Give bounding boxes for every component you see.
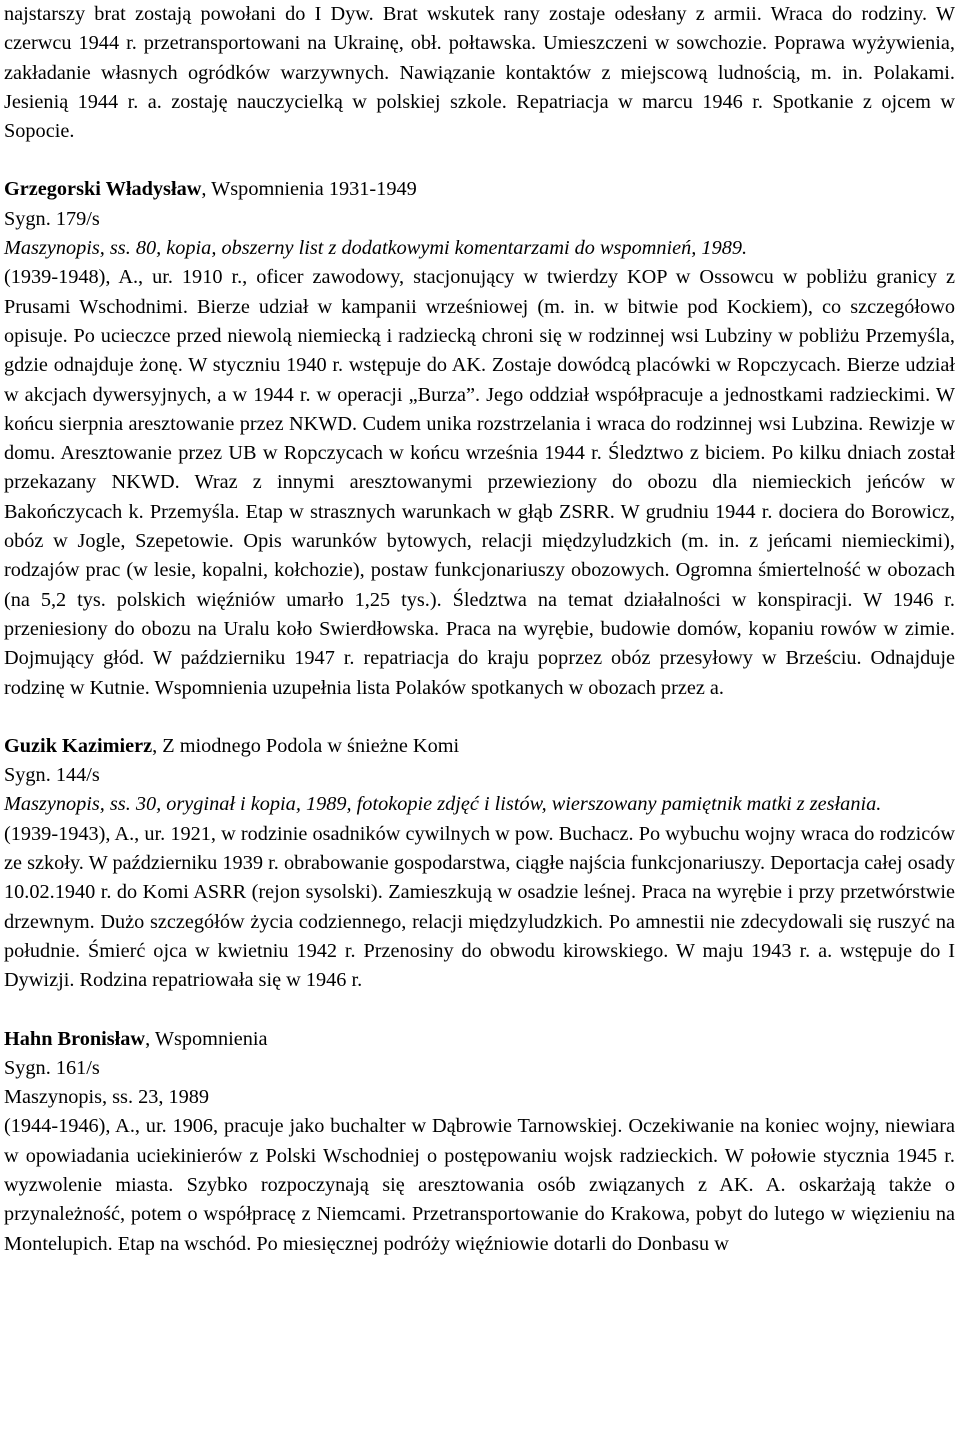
- entry-author: Guzik Kazimierz: [4, 734, 153, 757]
- entry-title: , Z miodnego Podola w śnieżne Komi: [152, 734, 460, 757]
- entry-hahn: [4, 1025, 955, 1259]
- entry-summary: (1939-1943), A., ur. 1921, w rodzinie osadników cywilnych w pow. Buchacz. Po wybuchu wojny wraca do rodziców ze szkoły. W październiku 1939 r. obrabowanie gospodarstwa, ciągłe najścia funkcjonariuszy. Deportacja całej osady 10.02.1940 r. do Komi ASRR (rejon sysolski). Zamieszkują w osadzie leśnej. Praca na wyrębie i przy przetwórstwie drzewnym. Dużo szczegółów życia codziennego, relacji międzyludzkich. Po amnestii nie zdecydowali się ruszyć na południe. Śmierć ojca w kwietniu 1942 r. Przenosiny do obwodu kirowskiego. W maju 1943 r. a. wstępuje do I Dywizji. Rodzina repatriowała się w 1946 r.: [4, 822, 955, 992]
- entry-title: , Wspomnienia 1931-1949: [201, 178, 417, 201]
- entry-heading: [4, 732, 955, 761]
- entry-description: Maszynopis, ss. 23, 1989: [4, 1086, 210, 1109]
- spacer: [4, 996, 955, 1025]
- entry-summary: (1939-1948), A., ur. 1910 r., oficer zawodowy, stacjonujący w twierdzy KOP w Ossowcu w pobliżu granicy z Prusami Wschodnimi. Bierze udział w kampanii wrześniowej (m. in. w bitwie pod Kockiem), co szczegółowo opisuje. Po ucieczce przed niewolą niemiecką i radziecką chroni się w rodzinnej wsi Lubziny w pobliżu Przemyśla, gdzie odnajduje żonę. W styczniu 1940 r. wstępuje do AK. Zostaje dowódcą placówki w Ropczycach. Bierze udział w akcjach dywersyjnych, a w 1944 r. w operacji „Burza”. Jego oddział współpracuje a jednostkami radzieckimi. W końcu sierpnia aresztowanie przez NKWD. Cudem unika rozstrzelania i wraca do rodzinnej wsi Lubzina. Rewizje w domu. Aresztowanie przez UB w Ropczycach w końcu września 1944 r. Śledztwo z biciem. Po kilku dniach został przekazany NKWD. Wraz z innymi aresztowanymi przewieziony do obozu dla niemieckich jeńców w Bakończycach k. Przemyśla. Etap w strasznych warunkach w głąb ZSRR. W grudniu 1944 r. dociera do Borowicz, obóz w Jogle, Szepetowie. Opis warunków bytowych, relacji międzyludzkich (m. in. z jeńcami niemieckimi), rodzajów prac (w lesie, kopalni, kołchozie), postaw funkcjonariuszy obozowych. Ogromna śmiertelność w obozach (na 5,2 tys. polskich więźniów umarło 1,25 tys.). Śledztwa na temat działalności w konspiracji. W 1946 r. przeniesiony do obozu na Uralu koło Swierdłowska. Praca na wyrębie, budowie domów, kopaniu rowów w zimie. Dojmujący głód. W październiku 1947 r. repatriacja do kraju poprzez obóz przesyłowy w Brześciu. Odnajduje rodzinę w Kutnie. Wspomnienia uzupełnia lista Polaków spotkanych w obozach przez a.: [4, 266, 955, 699]
- entry-summary: (1944-1946), A., ur. 1906, pracuje jako buchalter w Dąbrowie Tarnowskiej. Oczekiwanie na koniec wojny, niewiara w opowiadania uciekinierów z Polski Wschodniej o postępowaniu wojsk radzieckich. W połowie stycznia 1945 r. wyzwolenie miasta. Szybko rozpoczynają się aresztowania osób związanych z AK. A. oskarżają także o przynależność, potem o współpracę z Niemcami. Przetransportowanie do Krakowa, pobyt do lutego w więzieniu na Montelupich. Etap na wschód. Po miesięcznej podróży więźniowie dotarli do Donbasu w: [4, 1115, 955, 1255]
- entry-description: Maszynopis, ss. 80, kopia, obszerny list z dodatkowymi komentarzami do wspomnień, 1989.: [4, 237, 748, 260]
- entry-description: Maszynopis, ss. 30, oryginał i kopia, 1989, fotokopie zdjęć i listów, wierszowany pamiętnik matki z zesłania.: [4, 793, 882, 816]
- continuation-paragraph: najstarszy brat zostają powołani do I Dyw. Brat wskutek rany zostaje odesłany z armii. Wraca do rodziny. W czerwcu 1944 r. przetransportowani na Ukrainę, obł. połtawska. Umieszczeni w sowchozie. Poprawa wyżywienia, zakładanie własnych ogródków warzywnych. Nawiązanie kontaktów z miejscową ludnością, m. in. Polakami. Jesienią 1944 r. a. zostaję nauczycielką w polskiej szkole. Repatriacja w marcu 1946 r. Spotkanie z ojcem w Sopocie.: [4, 3, 955, 143]
- entry-guzik: [4, 732, 955, 996]
- spacer: [4, 146, 955, 175]
- entry-author: Hahn Bronisław: [4, 1027, 146, 1050]
- document-page: [4, 0, 955, 1259]
- entry-grzegorski: [4, 175, 955, 702]
- entry-heading: [4, 175, 955, 204]
- entry-signature: Sygn. 144/s: [4, 764, 100, 787]
- entry-signature: Sygn. 179/s: [4, 207, 100, 230]
- entry-author: Grzegorski Władysław: [4, 178, 202, 201]
- spacer: [4, 703, 955, 732]
- entry-title: , Wspomnienia: [145, 1027, 268, 1050]
- entry-signature: Sygn. 161/s: [4, 1056, 100, 1079]
- entry-heading: [4, 1025, 955, 1054]
